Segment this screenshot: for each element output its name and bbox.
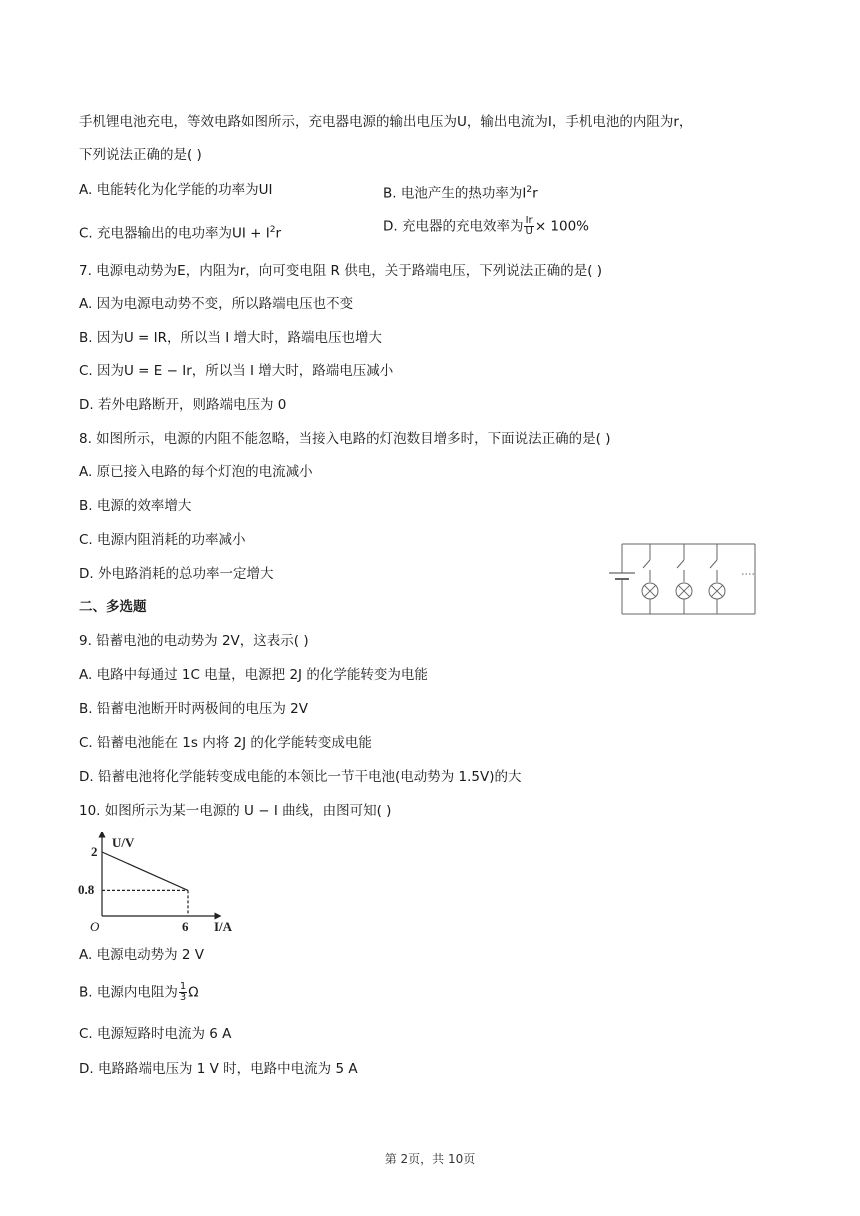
q10-option-d: D. 电路路端电压为 1 V 时，电路中电流为 5 A — [79, 1061, 358, 1077]
q6-option-d: D. 充电器的充电效率为 $\frac{Ir}{U}$ × 100% — [383, 215, 590, 237]
efficiency-fraction: $\frac{Ir}{U}$ — [525, 215, 533, 237]
q6-option-b: B. 电池产生的热功率为$I^2r$ — [383, 185, 538, 202]
q7-stem: 7. 电源电动势为E，内阻为r，向可变电阻 R 供电，关于路端电压，下列说法正确的是( ) — [79, 263, 603, 279]
q9-option-c: C. 铅蓄电池能在 1s 内将 2J 的化学能转变成电能 — [79, 735, 372, 751]
q8-option-c: C. 电源内阻消耗的功率减小 — [79, 532, 246, 548]
q8-option-b: B. 电源的效率增大 — [79, 498, 192, 514]
x-tick-6: 6 — [182, 919, 189, 934]
q8-stem: 8. 如图所示，电源的内阻不能忽略，当接入电路的灯泡数目增多时，下面说法正确的是( ) — [79, 431, 611, 447]
section-heading-multiple-choice: 二、多选题 — [79, 599, 147, 615]
u-i-graph — [78, 832, 238, 936]
q10-option-c: C. 电源短路时电流为 6 A — [79, 1026, 232, 1042]
y-axis-label: U/V — [112, 835, 135, 850]
q7-option-c: C. 因为U = E − Ir，所以当 I 增大时，路端电压减小 — [79, 363, 394, 379]
q6-option-c: C. 充电器输出的电功率为UI + $I^2r$ — [79, 225, 282, 242]
q6-stem-line1: 手机锂电池充电，等效电路如图所示，充电器电源的输出电压为U，输出电流为I，手机电池的内阻为r， — [79, 114, 693, 130]
lamp-circuit-diagram — [605, 538, 760, 618]
q7-option-a: A. 因为电源电动势不变，所以路端电压也不变 — [79, 296, 354, 312]
q10-stem: 10. 如图所示为某一电源的 U − I 曲线，由图可知( ) — [79, 803, 392, 819]
q9-stem: 9. 铅蓄电池的电动势为 2V，这表示( ) — [79, 633, 309, 649]
y-tick-0.8: 0.8 — [78, 882, 95, 897]
q9-option-d: D. 铅蓄电池将化学能转变成电能的本领比一节干电池(电动势为 1.5V)的大 — [79, 769, 522, 785]
q7-option-d: D. 若外电路断开，则路端电压为 0 — [79, 397, 287, 413]
resistance-fraction: $\frac{1}{3}$ — [179, 981, 187, 1003]
q8-option-a: A. 原已接入电路的每个灯泡的电流减小 — [79, 464, 313, 480]
q7-option-b: B. 因为U = IR，所以当 I 增大时，路端电压也增大 — [79, 330, 383, 346]
q9-option-a: A. 电路中每通过 1C 电量，电源把 2J 的化学能转变为电能 — [79, 667, 428, 683]
u-i-line — [102, 852, 188, 890]
page-footer: 第 2页，共 10页 — [384, 1152, 476, 1166]
x-axis-label: I/A — [214, 919, 233, 934]
q10-option-b: B. 电源内电阻为 $\frac{1}{3}$ Ω — [79, 981, 199, 1003]
q6-stem-line2: 下列说法正确的是( ) — [79, 147, 202, 163]
origin-label: O — [90, 919, 100, 934]
q8-option-d: D. 外电路消耗的总功率一定增大 — [79, 566, 274, 582]
q6-option-a: A. 电能转化为化学能的功率为UI — [79, 182, 273, 198]
q10-option-a: A. 电源电动势为 2 V — [79, 947, 204, 963]
q9-option-b: B. 铅蓄电池断开时两极间的电压为 2V — [79, 701, 308, 717]
y-tick-2: 2 — [91, 844, 98, 859]
